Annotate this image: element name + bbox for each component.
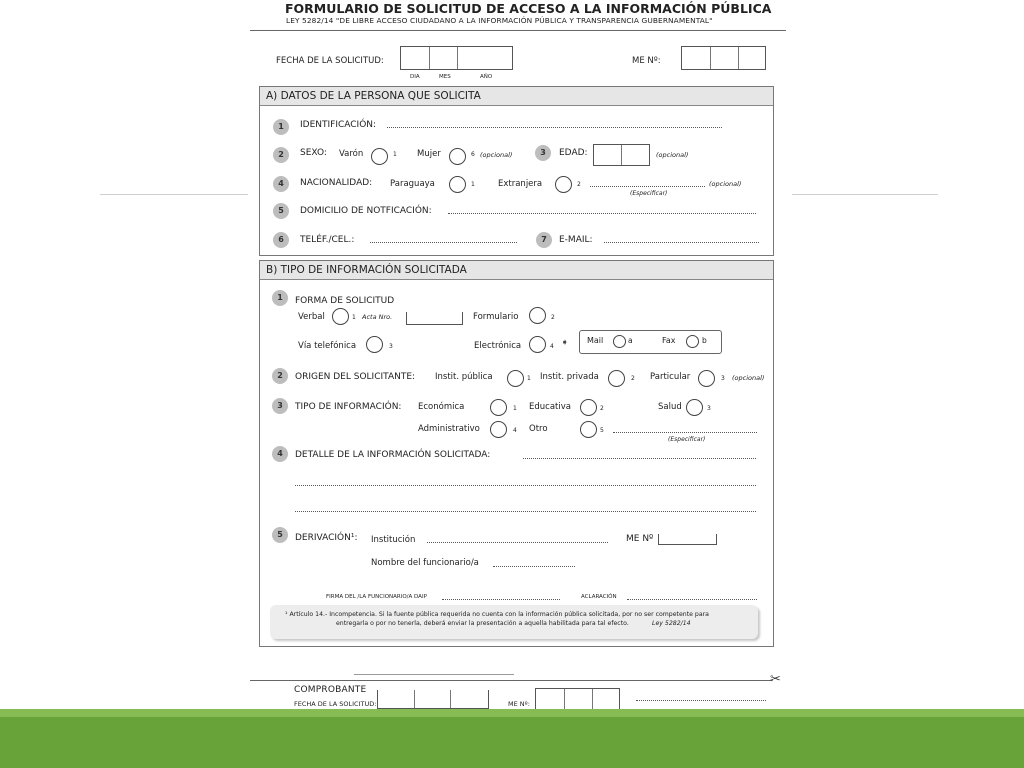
telefonica-radio[interactable] bbox=[366, 336, 383, 353]
detalle-label: DETALLE DE LA INFORMACIÓN SOLICITADA: bbox=[295, 450, 491, 460]
section-a-title: A) DATOS DE LA PERSONA QUE SOLICITA bbox=[266, 90, 481, 102]
a-number-2: 2 bbox=[273, 147, 289, 163]
paraguaya-code: 1 bbox=[471, 181, 475, 188]
comprobante-me-label: ME Nº: bbox=[508, 700, 530, 708]
me-label: ME Nº: bbox=[632, 56, 661, 66]
footnote-ley: Ley 5282/14 bbox=[652, 620, 691, 627]
particular-label: Particular bbox=[650, 372, 691, 382]
sexo-opcional: (opcional) bbox=[480, 151, 513, 159]
origen-label: ORIGEN DEL SOLICITANTE: bbox=[295, 372, 416, 382]
administrativo-code: 4 bbox=[513, 427, 517, 434]
derivacion-label: DERIVACIÓN¹: bbox=[295, 533, 358, 543]
verbal-radio[interactable] bbox=[332, 308, 349, 325]
extranjera-especificar-field[interactable] bbox=[590, 186, 705, 187]
domicilio-label: DOMICILIO DE NOTFICACIÓN: bbox=[300, 206, 432, 216]
nacionalidad-label: NACIONALIDAD: bbox=[300, 178, 373, 188]
privada-label: Instit. privada bbox=[540, 372, 599, 382]
title-rule bbox=[250, 30, 786, 31]
otro-code: 5 bbox=[600, 427, 604, 434]
b-number-5: 5 bbox=[272, 527, 288, 543]
publica-code: 1 bbox=[527, 375, 531, 382]
telef-field[interactable] bbox=[370, 242, 517, 243]
telefonica-code: 3 bbox=[389, 343, 393, 350]
privada-code: 2 bbox=[631, 375, 635, 382]
email-label: E-MAIL: bbox=[559, 235, 593, 245]
edad-opcional: (opcional) bbox=[656, 151, 689, 159]
institucion-field[interactable] bbox=[427, 542, 608, 543]
otro-especificar: (Especificar) bbox=[668, 436, 706, 443]
varon-code: 1 bbox=[393, 151, 397, 158]
telefonica-label: Vía telefónica bbox=[298, 341, 357, 351]
cut-line bbox=[250, 680, 772, 681]
electronica-radio[interactable] bbox=[529, 336, 546, 353]
fecha-input-box[interactable] bbox=[400, 46, 513, 70]
extranjera-label: Extranjera bbox=[498, 179, 543, 189]
comprobante-fecha-label: FECHA DE LA SOLICITUD: bbox=[294, 700, 377, 708]
section-b-title: B) TIPO DE INFORMACIÓN SOLICITADA bbox=[266, 264, 467, 276]
tipo-label: TIPO DE INFORMACIÓN: bbox=[295, 402, 402, 412]
mail-radio[interactable] bbox=[613, 335, 626, 348]
a-number-3: 3 bbox=[535, 145, 551, 161]
salud-radio[interactable] bbox=[686, 399, 703, 416]
mujer-code: 6 bbox=[471, 151, 475, 158]
institucion-label: Institución bbox=[371, 535, 416, 545]
formulario-code: 2 bbox=[551, 314, 555, 321]
footnote-line-1: ¹ Artículo 14.- Incompetencia. Si la fuente pública requerida no cuenta con la información pública solicitada, por no ser competente para bbox=[285, 611, 709, 618]
domicilio-field[interactable] bbox=[448, 213, 756, 214]
footnote-box bbox=[270, 605, 758, 639]
a-number-5: 5 bbox=[273, 203, 289, 219]
extranjera-radio[interactable] bbox=[555, 176, 572, 193]
origen-opcional: (opcional) bbox=[732, 374, 765, 382]
acta-field[interactable] bbox=[406, 312, 463, 325]
edad-label: EDAD: bbox=[559, 148, 588, 158]
publica-label: Instit. pública bbox=[435, 372, 493, 382]
economica-radio[interactable] bbox=[490, 399, 507, 416]
salud-label: Salud bbox=[658, 402, 682, 412]
firma-label: FIRMA DEL /LA FUNCIONARIO/A DAIP bbox=[326, 594, 427, 600]
a-number-4: 4 bbox=[273, 176, 289, 192]
mail-code: a bbox=[628, 336, 633, 345]
b-number-2: 2 bbox=[272, 368, 288, 384]
identificacion-label: IDENTIFICACIÓN: bbox=[300, 120, 377, 130]
paraguaya-label: Paraguaya bbox=[390, 179, 435, 189]
sexo-label: SEXO: bbox=[300, 148, 327, 158]
bottom-color-band bbox=[0, 709, 1024, 768]
extranjera-code: 2 bbox=[577, 181, 581, 188]
comprobante-title: COMPROBANTE bbox=[294, 685, 367, 695]
detalle-field-3[interactable] bbox=[295, 511, 756, 512]
verbal-label: Verbal bbox=[298, 312, 325, 322]
telef-label: TELÉF./CEL.: bbox=[300, 235, 355, 245]
form-title: FORMULARIO DE SOLICITUD DE ACCESO A LA INFORMACIÓN PÚBLICA bbox=[285, 1, 772, 16]
edad-input-box[interactable] bbox=[593, 144, 650, 166]
nacionalidad-especificar: (Especificar) bbox=[630, 190, 668, 197]
acta-label: Acta Nro. bbox=[362, 313, 393, 321]
me-input-box[interactable] bbox=[681, 46, 766, 70]
slide-divider-left bbox=[100, 194, 248, 195]
section-a bbox=[259, 86, 774, 256]
administrativo-radio[interactable] bbox=[490, 421, 507, 438]
arrow-right-icon: ➧ bbox=[561, 338, 569, 348]
detalle-field-2[interactable] bbox=[295, 485, 756, 486]
fecha-label: FECHA DE LA SOLICITUD: bbox=[276, 56, 384, 66]
educativa-code: 2 bbox=[600, 405, 604, 412]
varon-radio[interactable] bbox=[371, 148, 388, 165]
economica-label: Económica bbox=[418, 402, 465, 412]
firma-field[interactable] bbox=[442, 599, 560, 600]
mujer-radio[interactable] bbox=[449, 148, 466, 165]
particular-code: 3 bbox=[721, 375, 725, 382]
nacionalidad-opcional: (opcional) bbox=[709, 180, 742, 188]
a-number-1: 1 bbox=[273, 119, 289, 135]
identificacion-field[interactable] bbox=[387, 127, 722, 128]
funcionario-label: Nombre del funcionario/a bbox=[371, 558, 479, 568]
email-field[interactable] bbox=[604, 242, 759, 243]
electronica-label: Electrónica bbox=[474, 341, 522, 351]
varon-label: Varón bbox=[339, 149, 364, 159]
electronica-code: 4 bbox=[550, 343, 554, 350]
verbal-code: 1 bbox=[352, 314, 356, 321]
educativa-label: Educativa bbox=[529, 402, 571, 412]
otro-label: Otro bbox=[529, 424, 548, 434]
derivacion-me-label: ME Nº bbox=[626, 534, 654, 544]
aclaracion-label: ACLARACIÓN bbox=[581, 594, 617, 600]
comprobante-me-box[interactable] bbox=[535, 688, 620, 709]
publica-radio[interactable] bbox=[507, 370, 524, 387]
derivacion-me-field[interactable] bbox=[658, 534, 717, 545]
request-form bbox=[250, 0, 786, 709]
comprobante-signature-field[interactable] bbox=[636, 700, 766, 701]
aclaracion-field[interactable] bbox=[627, 599, 757, 600]
salud-code: 3 bbox=[707, 405, 711, 412]
scissors-icon: ✂ bbox=[770, 672, 781, 687]
mail-label: Mail bbox=[587, 336, 604, 345]
slide-divider-right bbox=[792, 194, 938, 195]
funcionario-field[interactable] bbox=[493, 566, 575, 567]
fax-label: Fax bbox=[662, 336, 676, 345]
fax-radio[interactable] bbox=[686, 335, 699, 348]
a-number-6: 6 bbox=[273, 232, 289, 248]
section-b-header bbox=[260, 261, 773, 280]
section-a-header bbox=[260, 87, 773, 106]
forma-label: FORMA DE SOLICITUD bbox=[295, 296, 395, 306]
educativa-radio[interactable] bbox=[580, 399, 597, 416]
dia-label: DIA bbox=[410, 74, 420, 80]
fax-code: b bbox=[702, 336, 707, 345]
otro-radio[interactable] bbox=[580, 421, 597, 438]
economica-code: 1 bbox=[513, 405, 517, 412]
administrativo-label: Administrativo bbox=[418, 424, 480, 434]
footnote-line-2: entregarla o por no tenerla, deberá enviar la presentación a aquella habilitada para tal efecto. bbox=[336, 620, 629, 627]
otro-especificar-field[interactable] bbox=[613, 432, 757, 433]
b-number-3: 3 bbox=[272, 398, 288, 414]
particular-radio[interactable] bbox=[698, 370, 715, 387]
a-number-7: 7 bbox=[536, 232, 552, 248]
anio-label: AÑO bbox=[480, 74, 493, 80]
formulario-label: Formulario bbox=[473, 312, 519, 322]
form-subtitle: LEY 5282/14 "DE LIBRE ACCESO CIUDADANO A LA INFORMACIÓN PÚBLICA Y TRANSPARENCIA GUBERNAMENTAL" bbox=[286, 16, 713, 25]
privada-radio[interactable] bbox=[608, 370, 625, 387]
comprobante-fecha-box[interactable] bbox=[377, 690, 489, 709]
paraguaya-radio[interactable] bbox=[449, 176, 466, 193]
formulario-radio[interactable] bbox=[529, 307, 546, 324]
detalle-field-1[interactable] bbox=[523, 458, 756, 459]
stub-top-rule bbox=[354, 674, 514, 675]
mujer-label: Mujer bbox=[417, 149, 441, 159]
b-number-1: 1 bbox=[272, 290, 288, 306]
b-number-4: 4 bbox=[272, 446, 288, 462]
mes-label: MES bbox=[439, 74, 451, 80]
